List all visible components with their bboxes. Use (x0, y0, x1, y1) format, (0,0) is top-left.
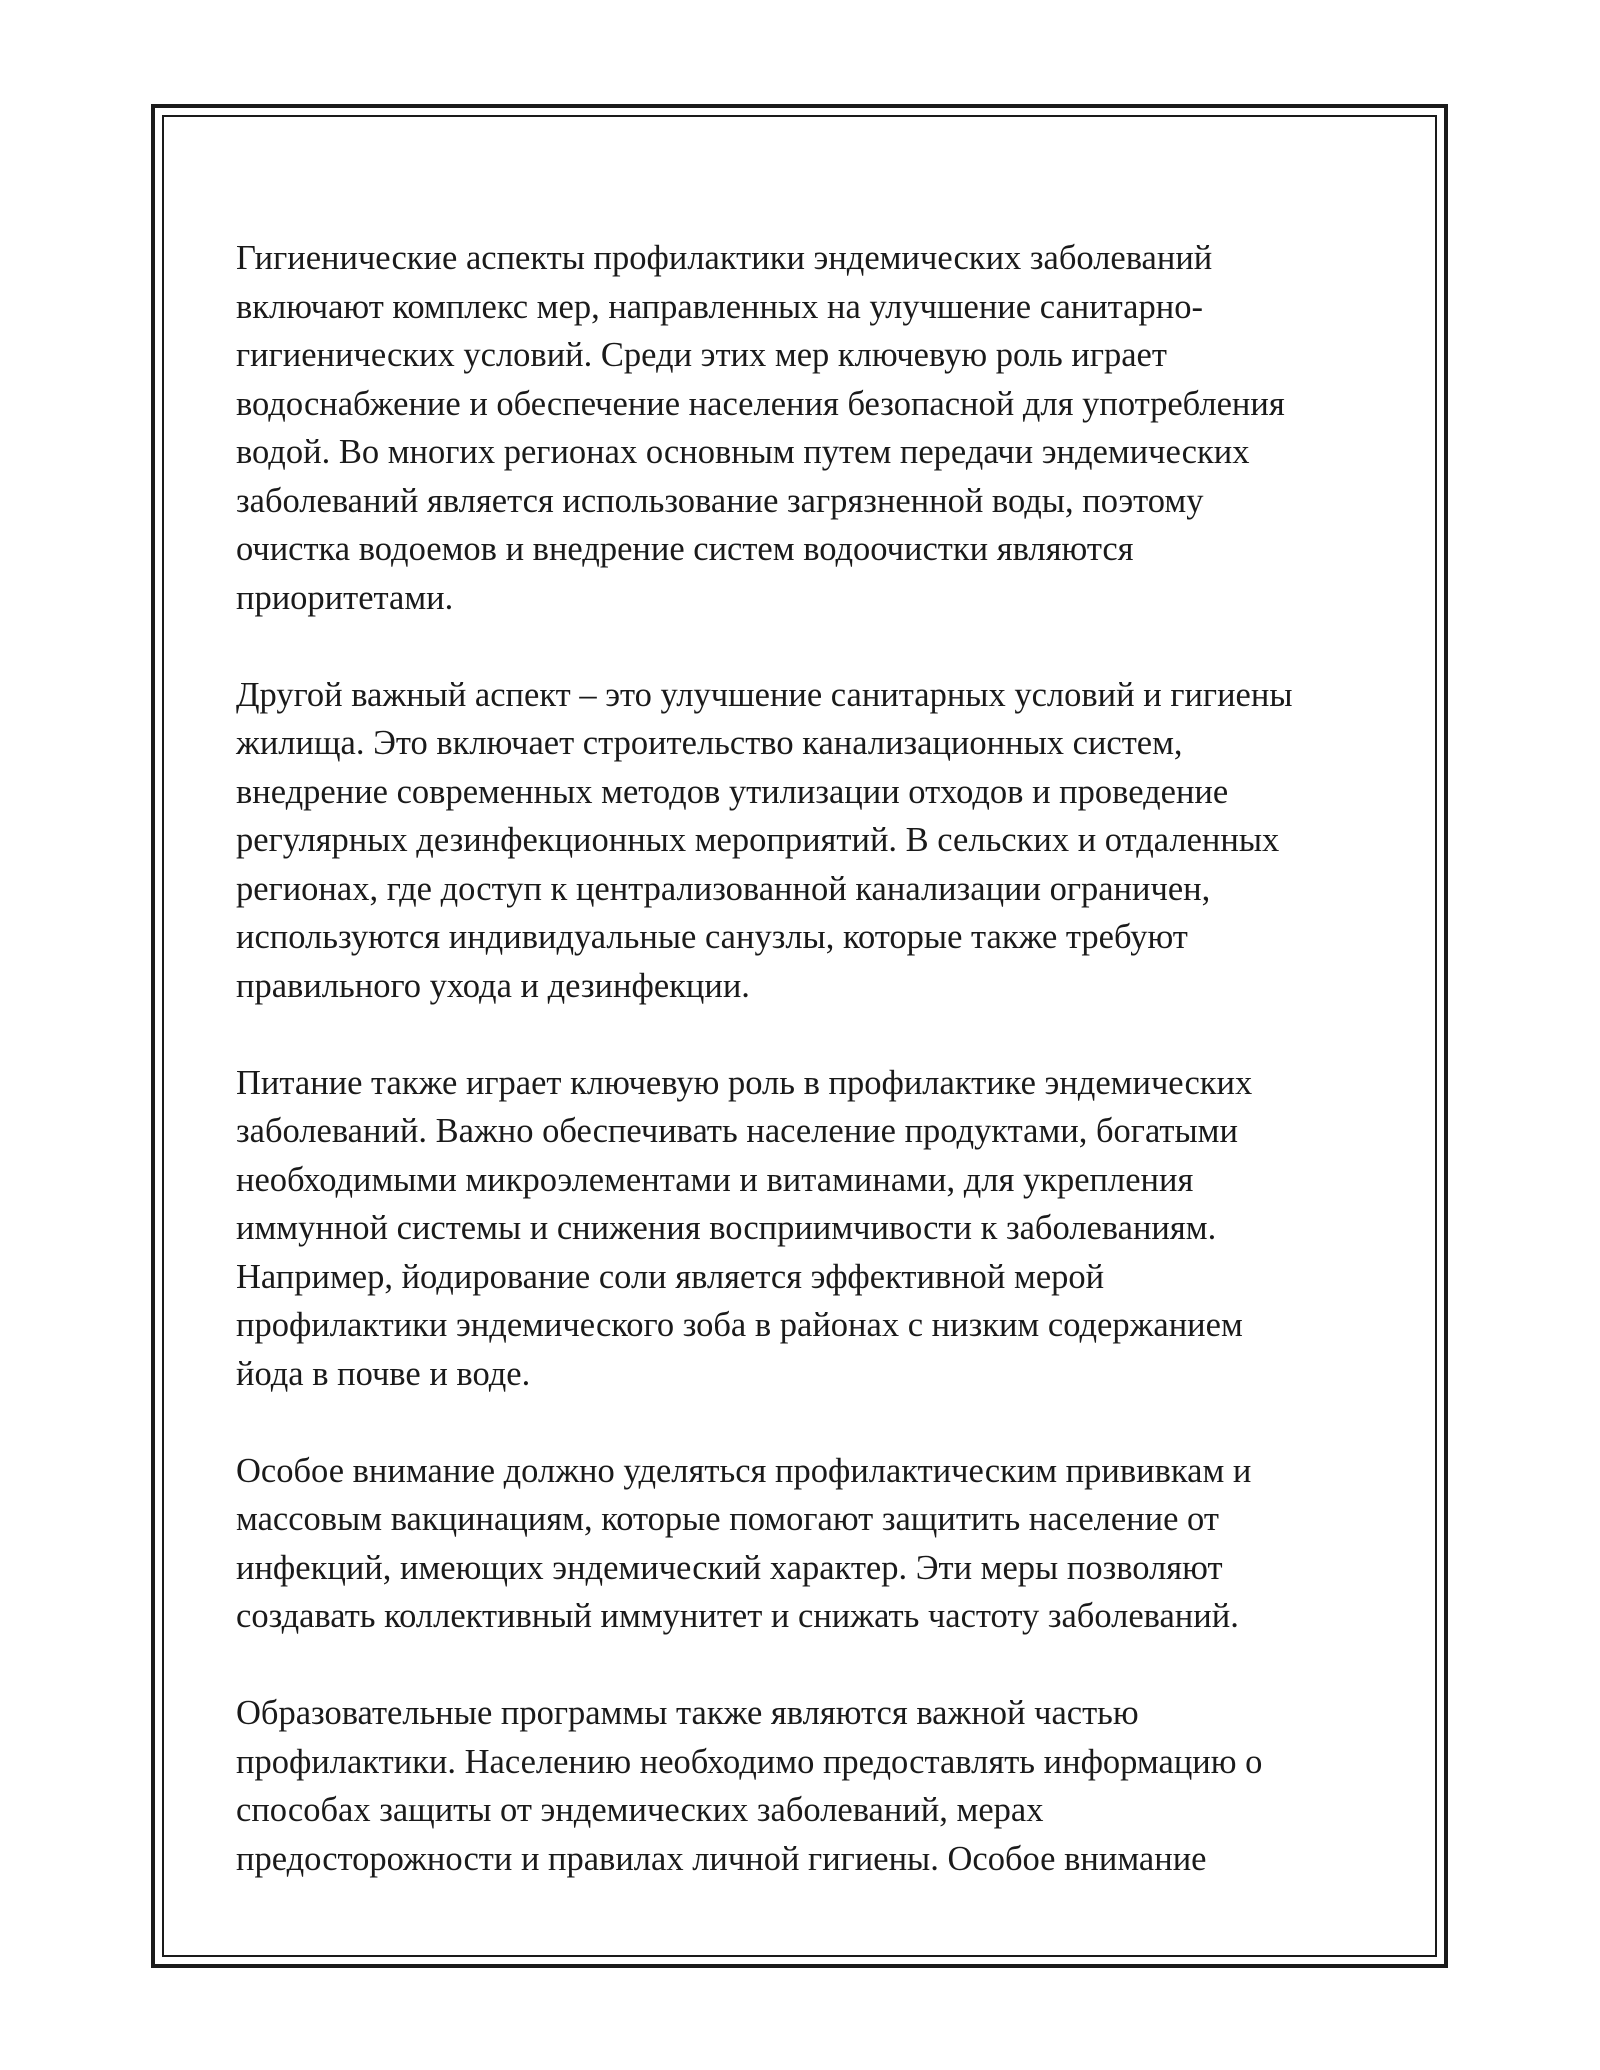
text-line: гигиенических условий. Среди этих мер ключевую роль играет (236, 336, 1167, 374)
text-line: приоритетами. (236, 578, 454, 617)
text-line: включают комплекс мер, направленных на улучшение санитарно- (236, 287, 1203, 326)
text-line: иммунной системы и снижения восприимчивости к заболеваниям. (236, 1209, 1217, 1247)
text-line: регионах, где доступ к централизованной канализации ограничен, (236, 869, 1211, 908)
text-line: способах защиты от эндемических заболеваний, мерах (236, 1791, 1044, 1829)
paragraph (236, 234, 1366, 622)
text-line: Другой важный аспект – это улучшение санитарных условий и гигиены (236, 675, 1293, 714)
paragraph (236, 1689, 1366, 1883)
text-line: правильного ухода и дезинфекции. (236, 966, 750, 1005)
text-line: водоснабжение и обеспечение населения безопасной для употребления (236, 384, 1285, 423)
text-line: Гигиенические аспекты профилактики эндемических заболеваний (236, 239, 1213, 277)
text-line: регулярных дезинфекционных мероприятий. В сельских и отдаленных (236, 821, 1280, 859)
text-line: внедрение современных методов утилизации отходов и проведение (236, 772, 1229, 811)
text-line: Особое внимание должно уделяться профилактическим прививкам и (236, 1451, 1252, 1490)
text-line: Питание также играет ключевую роль в профилактике эндемических (236, 1063, 1253, 1102)
text-line: Образовательные программы также являются важной частью (236, 1694, 1139, 1732)
text-line: необходимыми микроэлементами и витаминами, для укрепления (236, 1160, 1194, 1199)
paragraph (236, 671, 1366, 1011)
paragraph (236, 1059, 1366, 1399)
text-line: йода в почве и воде. (236, 1354, 531, 1393)
text-line: жилища. Это включает строительство канализационных систем, (236, 724, 1183, 762)
text-line: используются индивидуальные санузлы, которые также требуют (236, 918, 1188, 956)
text-line: Например, йодирование соли является эффективной мерой (236, 1257, 1105, 1296)
text-line: заболеваний. Важно обеспечивать население продуктами, богатыми (236, 1112, 1238, 1150)
text-line: профилактики. Населению необходимо предоставлять информацию о (236, 1742, 1263, 1781)
text-line: массовым вакцинациям, которые помогают защитить население от (236, 1500, 1219, 1538)
text-line: водой. Во многих регионах основным путем передачи эндемических (236, 433, 1250, 471)
text-line: создавать коллективный иммунитет и снижать частоту заболеваний. (236, 1597, 1239, 1635)
text-line: инфекций, имеющих эндемический характер. Эти меры позволяют (236, 1548, 1223, 1587)
text-line: предосторожности и правилах личной гигиены. Особое внимание (236, 1839, 1207, 1878)
document-body (236, 234, 1366, 1932)
text-line: профилактики эндемического зоба в районах с низким содержанием (236, 1306, 1243, 1344)
text-line: заболеваний является использование загрязненной воды, поэтому (236, 481, 1204, 520)
paragraph (236, 1447, 1366, 1641)
text-line: очистка водоемов и внедрение систем водоочистки являются (236, 530, 1134, 568)
